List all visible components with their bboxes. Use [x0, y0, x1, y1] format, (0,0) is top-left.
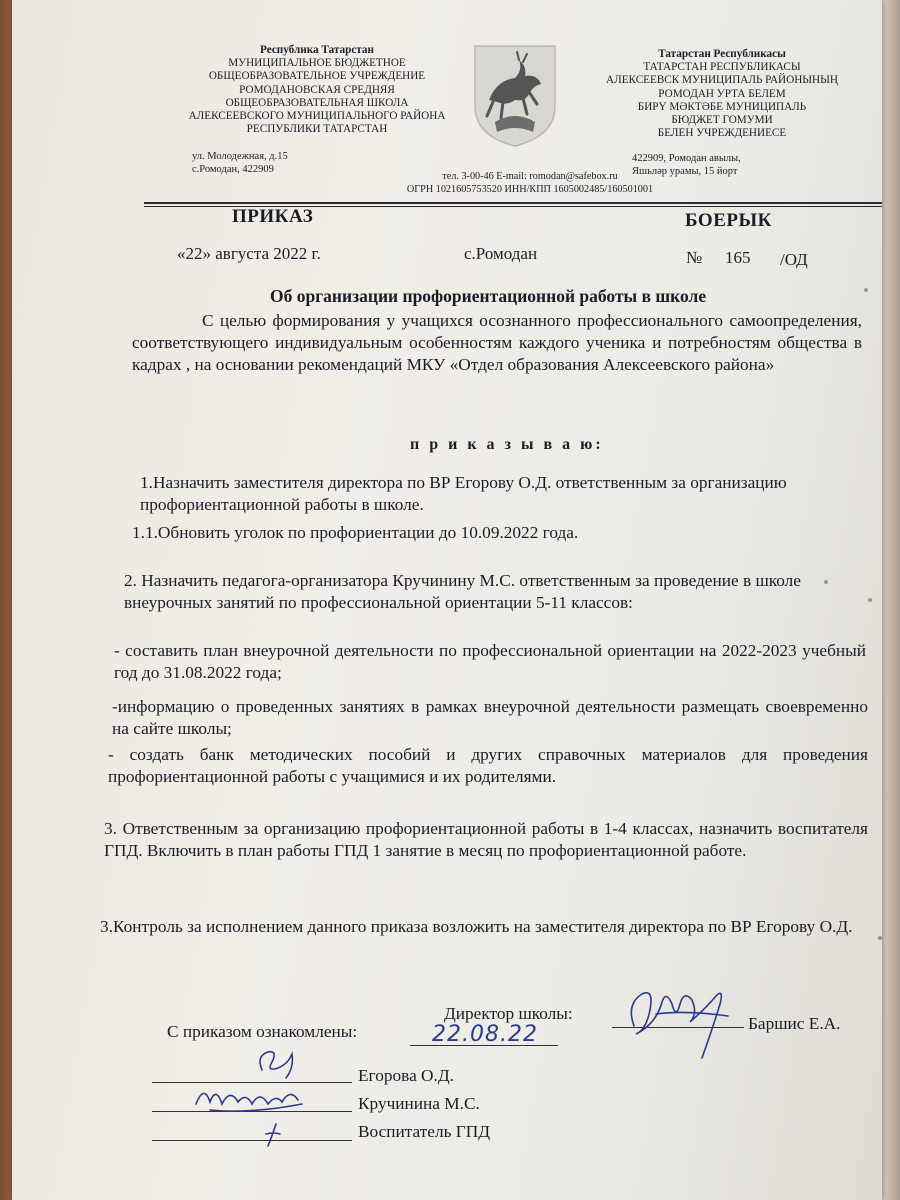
ack-label: С приказом ознакомлены: — [167, 1022, 358, 1041]
director-label: Директор школы: — [444, 1004, 573, 1023]
address-left-street: ул. Молодежная, д.15 — [192, 151, 288, 162]
header-left-line: ОБЩЕОБРАЗОВАТЕЛЬНАЯ ШКОЛА — [225, 96, 409, 109]
item-2-task-website: -информацию о проведенных занятиях в рамках внеурочной деятельности размещать своевременно на сайте школы; — [112, 697, 868, 738]
item-2-task-materials: - создать банк методических пособий и других справочных материалов для проведения профориентационной работы с учащимися и их родителями. — [108, 745, 868, 786]
item-3: 3. Ответственным за организацию профориентационной работы в 1-4 классах, назначить воспитателя ГПД. Включить в план работы ГПД 1 занятие в месяц по профориентационной работе. — [104, 819, 868, 860]
item-control: 3.Контроль за исполнением данного приказа возложить на заместителя директора по ВР Егорову О.Д. — [100, 917, 853, 936]
item-2: 2. Назначить педагога-организатора Кручинину М.С. ответственным за проведение в школе внеурочных занятий по профессиональной ориентации 5-11 классов: — [124, 571, 801, 612]
header-right-line: РОМОДАН УРТА БЕЛЕМ — [658, 87, 786, 100]
order-number-suffix: /ОД — [780, 250, 808, 269]
ack-date: 22.08.22 — [432, 1022, 538, 1047]
item-2-task-plan: - составить план внеурочной деятельности по профессиональной ориентации на 2022-2023 учебный год до 31.08.2022 года; — [114, 641, 866, 682]
header-right-country: Татарстан Республикасы — [658, 48, 786, 60]
order-title-ru: ПРИКАЗ — [232, 206, 314, 227]
item-1: 1.Назначить заместителя директора по ВР Егорову О.Д. ответственным за организацию профориентационной работы в школе. — [140, 473, 787, 514]
paper-speck — [878, 936, 882, 940]
paper-speck — [868, 598, 872, 602]
header-left-line: РЕСПУБЛИКИ ТАТАРСТАН — [246, 123, 388, 136]
header-right-line: БЕЛЕН УЧРЕЖДЕНИЕСЕ — [657, 127, 787, 140]
intro-paragraph: С целью формирования у учащихся осознанного профессионального самоопределения, соответствующего индивидуальным особенностям каждого ученика и потребностям общества в кадрах , на основании рекомендаций МКУ «Отдел образования Алексеевского района» — [132, 311, 862, 374]
item-1-1: 1.1.Обновить уголок по профориентации до 10.09.2022 года. — [132, 523, 579, 542]
order-number: 165 — [725, 248, 751, 267]
header-left-line: МУНИЦИПАЛЬНОЕ БЮДЖЕТНОЕ — [228, 57, 406, 70]
order-verb: п р и к а з ы в а ю: — [410, 436, 604, 453]
header-left-country: Республика Татарстан — [260, 44, 374, 56]
address-right-street: Яшьләр урамы, 15 йорт — [632, 166, 738, 177]
order-place: с.Ромодан — [464, 244, 538, 263]
header-left-line: ОБЩЕОБРАЗОВАТЕЛЬНОЕ УЧРЕЖДЕНИЕ — [208, 70, 426, 83]
document-page — [12, 0, 882, 1200]
order-date: «22» августа 2022 г. — [177, 244, 321, 263]
contact-block — [370, 170, 690, 196]
contact-registration-ids: ОГРН 1021605753520 ИНН/КПП 1605002485/160501001 — [406, 184, 654, 195]
paper-speck — [864, 288, 868, 292]
order-number-sign: № — [686, 248, 703, 267]
order-subject: Об организации профориентационной работы в школе — [270, 286, 707, 306]
address-left-town: с.Ромодан, 422909 — [192, 164, 274, 175]
address-left — [192, 150, 288, 176]
header-divider — [144, 202, 882, 204]
signer-name: Воспитатель ГПД — [358, 1122, 491, 1141]
header-left-line: РОМОДАНОВСКАЯ СРЕДНЯЯ — [239, 83, 395, 96]
header-right-line: АЛЕКСЕЕВСК МУНИЦИПАЛЬ РАЙОНЫНЫҢ — [606, 74, 838, 87]
signature-kruchinina-icon — [190, 1074, 310, 1120]
signer-name: Кручинина М.С. — [358, 1094, 480, 1113]
header-left-line: АЛЕКСЕЕВСКОГО МУНИЦИПАЛЬНОГО РАЙОНА — [188, 110, 446, 123]
header-right-line: БИРҮ МӘКТӘБЕ МУНИЦИПАЛЬ — [637, 100, 807, 113]
contact-phone-email: тел. 3-00-46 E-mail: romodan@safebox.ru — [442, 171, 618, 182]
header-right — [592, 48, 852, 140]
signer-name: Егорова О.Д. — [358, 1066, 454, 1085]
director-signature-icon — [616, 974, 746, 1064]
order-title-tt: БОЕРЫК — [685, 210, 772, 231]
director-name: Баршис Е.А. — [748, 1014, 841, 1033]
address-right-town: 422909, Ромодан авылы, — [632, 153, 741, 164]
header-left — [162, 44, 472, 136]
signature-mark-icon — [258, 1120, 288, 1150]
signature-line — [152, 1140, 352, 1141]
emblem-snow-leopard-icon — [467, 40, 563, 148]
header-right-line: ТАТАРСТАН РЕСПУБЛИКАСЫ — [643, 61, 801, 74]
paper-speck — [824, 580, 828, 584]
header-right-line: БЮДЖЕТ ГОМУМИ — [671, 114, 773, 127]
